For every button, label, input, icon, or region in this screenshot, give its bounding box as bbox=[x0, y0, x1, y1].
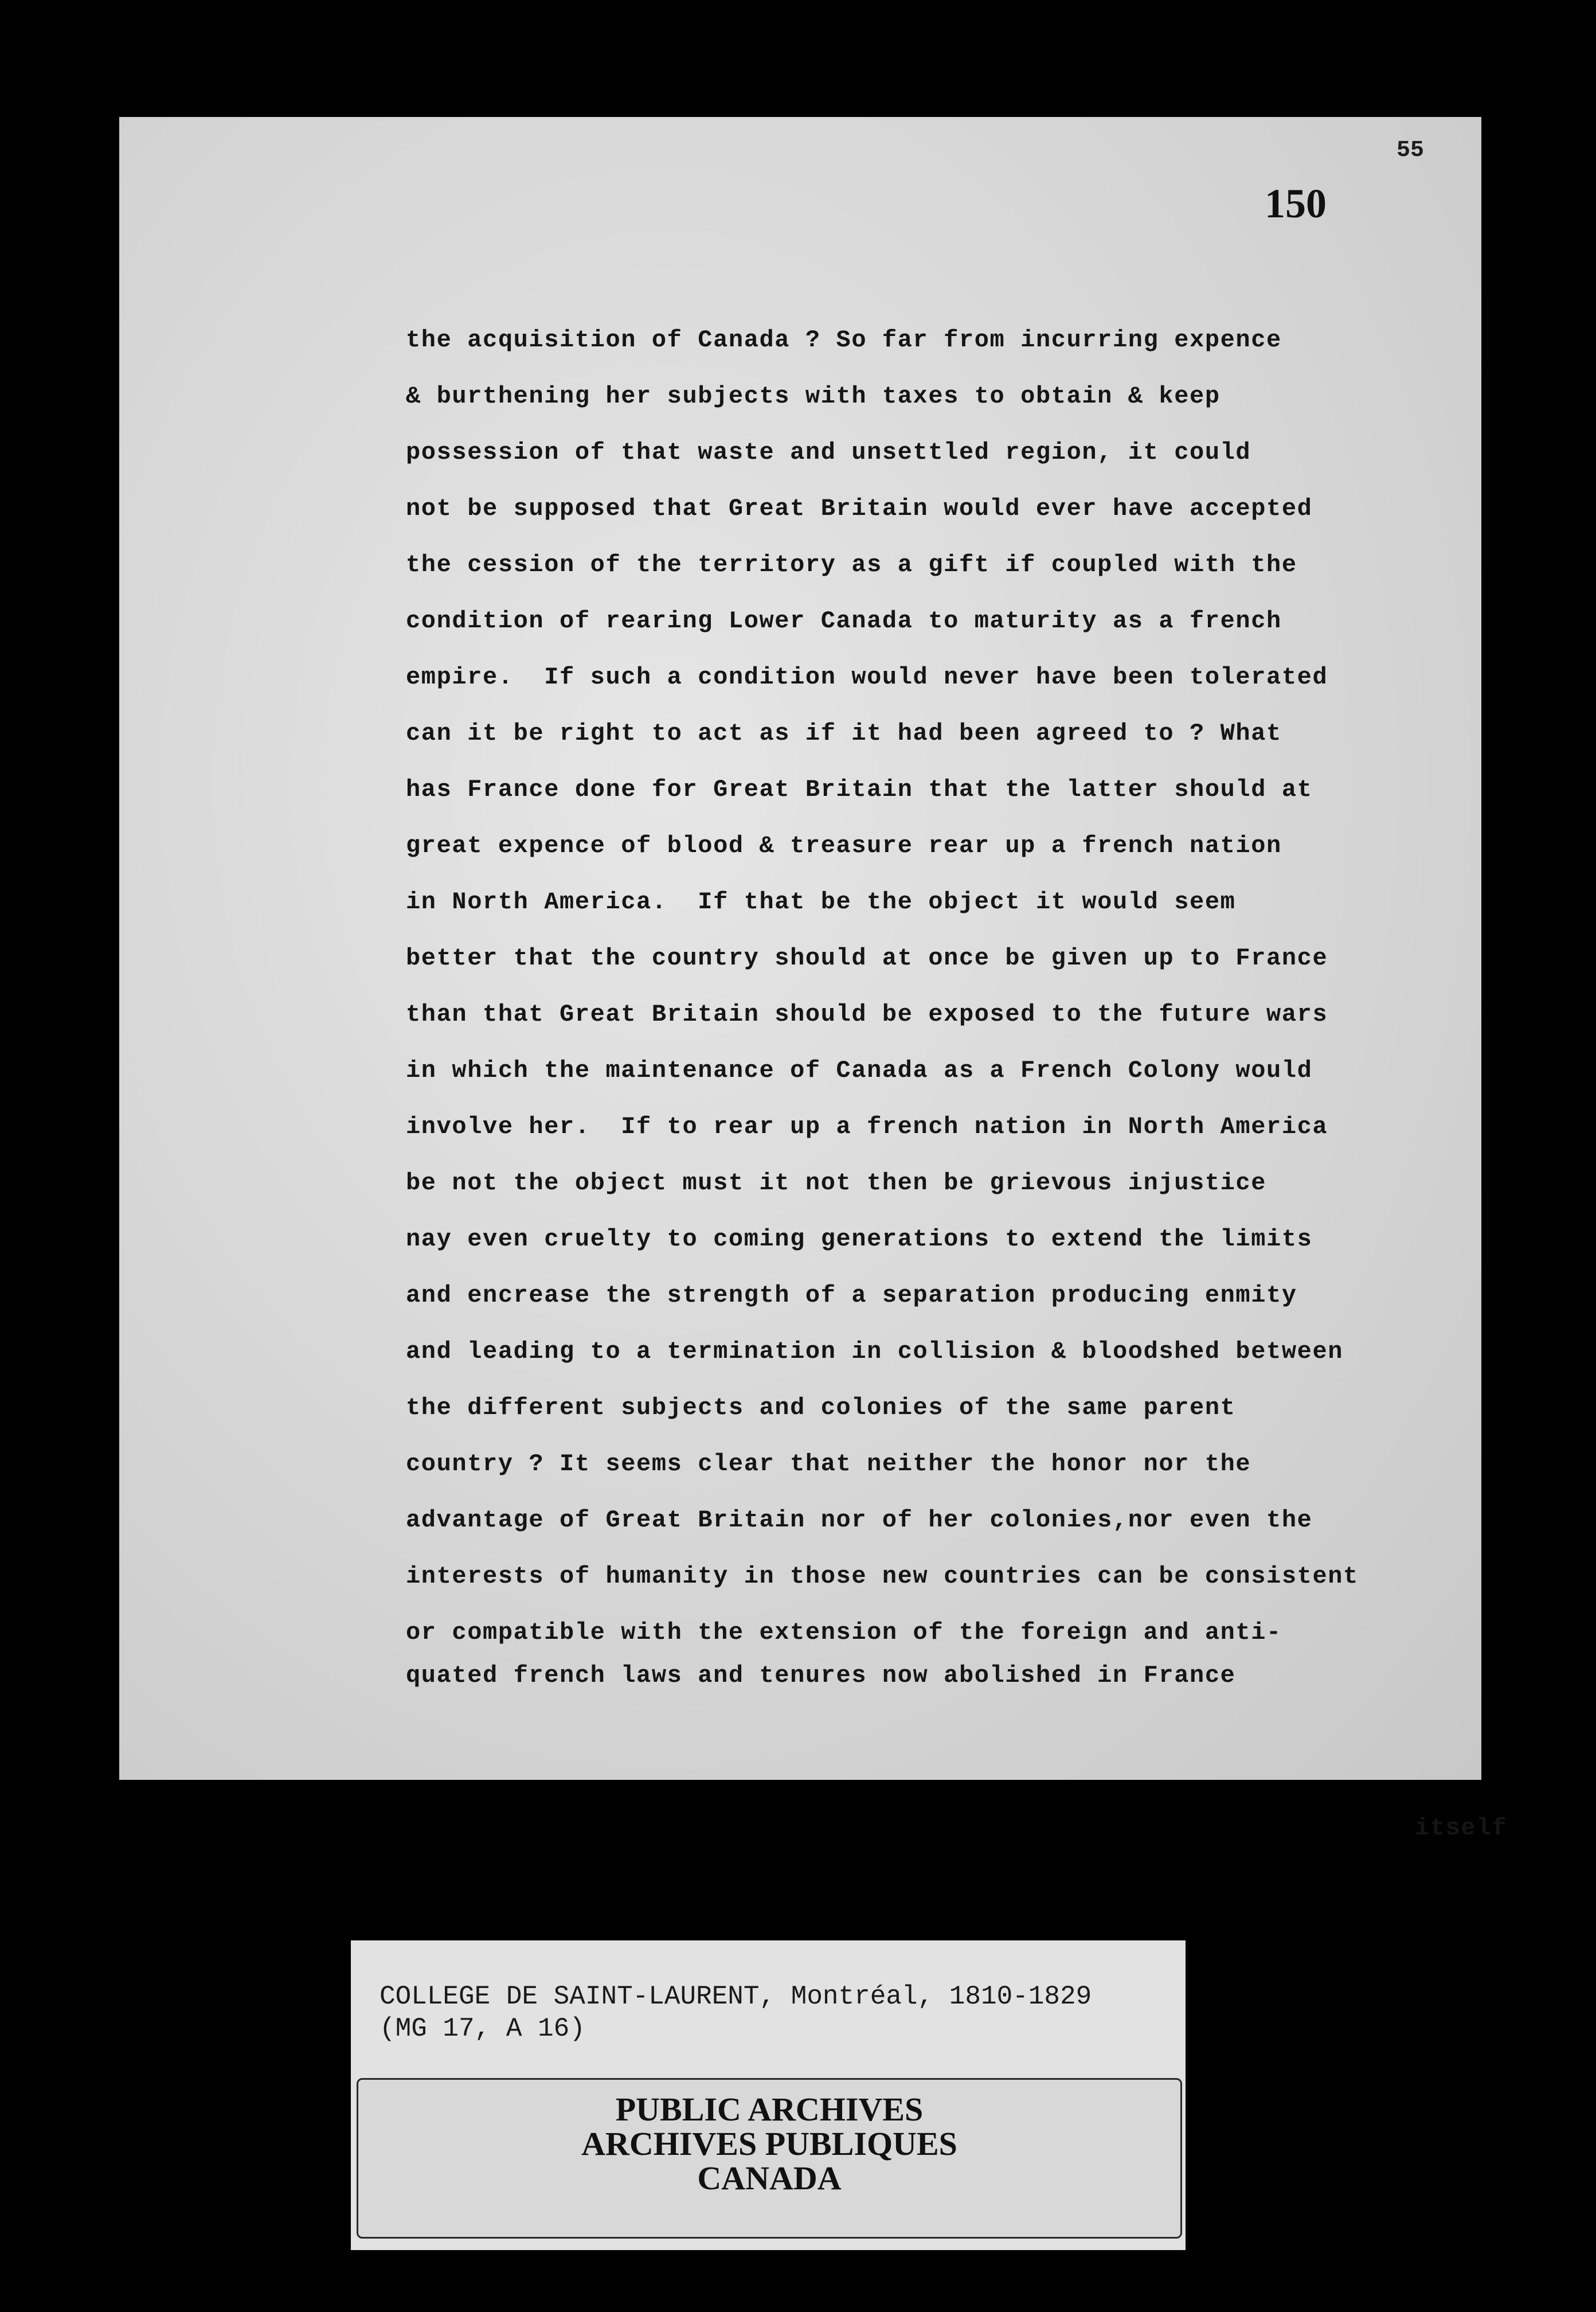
document-page bbox=[119, 117, 1507, 1842]
text-line: than that Great Britain should be exposed to the future wars bbox=[406, 1001, 1328, 1028]
text-line: not be supposed that Great Britain would ever have accepted bbox=[406, 495, 1313, 522]
text-line: better that the country should at once be given up to France bbox=[406, 944, 1328, 972]
stamp-line-canada: CANADA bbox=[697, 2159, 842, 2197]
stamp-line-archives-publiques: ARCHIVES PUBLIQUES bbox=[581, 2125, 957, 2162]
text-line: has France done for Great Britain that the latter should at bbox=[406, 776, 1313, 803]
collection-info bbox=[380, 1981, 1092, 2045]
text-line: advantage of Great Britain nor of her colonies,nor even the bbox=[406, 1506, 1313, 1534]
text-line: and leading to a termination in collision & bloodshed between bbox=[406, 1338, 1344, 1365]
text-line: condition of rearing Lower Canada to maturity as a french bbox=[406, 607, 1282, 635]
archives-stamp bbox=[357, 2078, 1182, 2239]
archive-label-card bbox=[351, 1940, 1186, 2250]
text-line: in which the maintenance of Canada as a French Colony would bbox=[406, 1057, 1313, 1084]
stamp-line-public-archives: PUBLIC ARCHIVES bbox=[615, 2091, 924, 2128]
text-line: can it be right to act as if it had been agreed to ? What bbox=[406, 720, 1282, 747]
text-line: and encrease the strength of a separation producing enmity bbox=[406, 1282, 1297, 1309]
collection-title: COLLEGE DE SAINT-LAURENT, Montréal, 1810-1829 bbox=[380, 1982, 1092, 2012]
text-line: country ? It seems clear that neither the honor nor the bbox=[406, 1450, 1251, 1478]
text-line: the acquisition of Canada ? So far from incurring expence bbox=[406, 326, 1282, 354]
text-line: nay even cruelty to coming generations to extend the limits bbox=[406, 1225, 1313, 1253]
typed-text-body bbox=[406, 312, 1461, 1690]
text-line: involve her. If to rear up a french nation in North America bbox=[406, 1113, 1328, 1141]
text-line: possession of that waste and unsettled region, it could bbox=[406, 439, 1251, 466]
text-line: empire. If such a condition would never have been tolerated bbox=[406, 663, 1328, 691]
trailing-word: itself bbox=[1415, 1814, 1507, 1842]
text-line: the cession of the territory as a gift if coupled with the bbox=[406, 551, 1297, 579]
text-line: or compatible with the extension of the foreign and anti- bbox=[406, 1619, 1282, 1646]
text-line: in North America. If that be the object it would seem bbox=[406, 888, 1236, 916]
text-line: great expence of blood & treasure rear up a french nation bbox=[406, 832, 1282, 860]
text-line: be not the object must it not then be grievous injustice bbox=[406, 1169, 1267, 1197]
text-line: interests of humanity in those new countries can be consistent bbox=[406, 1563, 1359, 1590]
corner-page-number: 55 bbox=[1396, 138, 1424, 163]
collection-reference: (MG 17, A 16) bbox=[380, 2014, 585, 2044]
text-line: quated french laws and tenures now abolished in France bbox=[406, 1662, 1236, 1689]
text-line: the different subjects and colonies of the same parent bbox=[406, 1394, 1236, 1421]
folio-number: 150 bbox=[1265, 181, 1327, 226]
text-line: & burthening her subjects with taxes to obtain & keep bbox=[406, 382, 1221, 410]
